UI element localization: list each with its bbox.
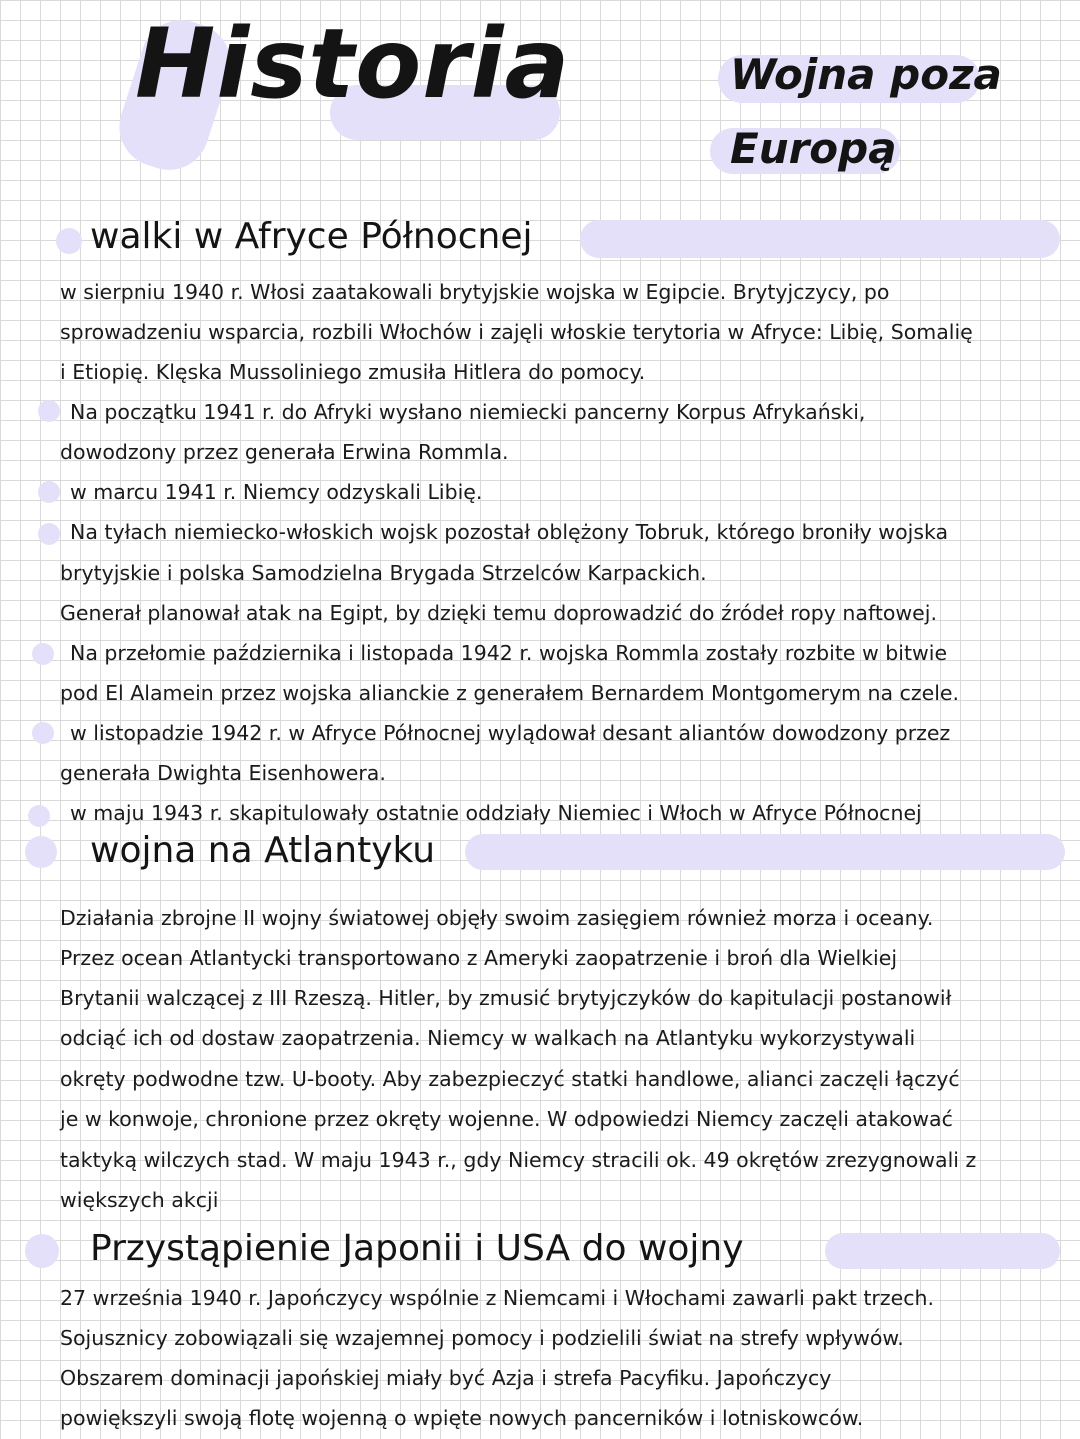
- text-line: Na tyłach niemiecko-włoskich wojsk pozostał oblężony Tobruk, którego broniły wojska: [70, 520, 949, 544]
- text-line: Sojusznicy zobowiązali się wzajemnej pomocy i podzielili świat na strefy wpływów.: [60, 1326, 904, 1350]
- heading-highlight-japan: [825, 1233, 1060, 1269]
- bullet-dot: [25, 1234, 59, 1268]
- bullet-dot: [38, 400, 60, 422]
- text-line: sprowadzeniu wsparcia, rozbili Włochów i zajęli włoskie terytoria w Afryce: Libię, Somalię: [60, 320, 973, 344]
- text-line: powiększyli swoją flotę wojenną o wpięte nowych pancerników i lotniskowców.: [60, 1406, 864, 1430]
- bullet-dot: [25, 836, 57, 868]
- page-subtitle-line1: Wojna poza: [730, 50, 1002, 99]
- page-title: Historia: [135, 8, 571, 120]
- text-line: generała Dwighta Eisenhowera.: [60, 761, 386, 785]
- text-line: w marcu 1941 r. Niemcy odzyskali Libię.: [70, 480, 483, 504]
- text-line: okręty podwodne tzw. U-booty. Aby zabezpieczyć statki handlowe, alianci zaczęli łączyć: [60, 1067, 960, 1091]
- text-line: w maju 1943 r. skapitulowały ostatnie oddziały Niemiec i Włoch w Afryce Północnej: [70, 801, 922, 825]
- text-line: 27 września 1940 r. Japończycy wspólnie z Niemcami i Włochami zawarli pakt trzech.: [60, 1286, 935, 1310]
- text-line: w sierpniu 1940 r. Włosi zaatakowali brytyjskie wojska w Egipcie. Brytyjczycy, po: [60, 280, 890, 304]
- bullet-dot: [28, 805, 50, 827]
- section-heading-atlantic: wojna na Atlantyku: [90, 830, 436, 871]
- bullet-dot: [38, 481, 60, 503]
- text-line: Na początku 1941 r. do Afryki wysłano niemiecki pancerny Korpus Afrykański,: [70, 400, 866, 424]
- text-line: odciąć ich od dostaw zaopatrzenia. Niemcy w walkach na Atlantyku wykorzystywali: [60, 1026, 916, 1050]
- text-line: je w konwoje, chronione przez okręty wojenne. W odpowiedzi Niemcy zaczęli atakować: [60, 1107, 953, 1131]
- text-line: taktyką wilczych stad. W maju 1943 r., gdy Niemcy stracili ok. 49 okrętów zrezygnowali z: [60, 1148, 977, 1172]
- bullet-dot: [32, 722, 54, 744]
- heading-highlight-africa: [580, 220, 1060, 258]
- heading-highlight-atlantic: [465, 834, 1065, 870]
- text-line: pod El Alamein przez wojska alianckie z generałem Bernardem Montgomerym na czele.: [60, 681, 960, 705]
- text-line: w listopadzie 1942 r. w Afryce Północnej wylądował desant aliantów dowodzony przez: [70, 721, 951, 745]
- text-line: większych akcji: [60, 1188, 219, 1212]
- section-heading-africa: walki w Afryce Północnej: [90, 216, 533, 257]
- text-line: Na przełomie października i listopada 1942 r. wojska Rommla zostały rozbite w bitwie: [70, 641, 948, 665]
- text-line: i Etiopię. Klęska Mussoliniego zmusiła Hitlera do pomocy.: [60, 360, 646, 384]
- section-heading-japan: Przystąpienie Japonii i USA do wojny: [90, 1228, 744, 1269]
- text-line: Działania zbrojne II wojny światowej objęły swoim zasięgiem również morza i oceany.: [60, 906, 934, 930]
- bullet-dot: [56, 228, 82, 254]
- bullet-dot: [32, 643, 54, 665]
- text-line: Brytanii walczącej z III Rzeszą. Hitler, by zmusić brytyjczyków do kapitulacji postanowił: [60, 986, 952, 1010]
- bullet-dot: [38, 523, 60, 545]
- text-line: brytyjskie i polska Samodzielna Brygada Strzelców Karpackich.: [60, 561, 707, 585]
- page-subtitle-line2: Europą: [730, 124, 897, 173]
- text-line: dowodzony przez generała Erwina Rommla.: [60, 440, 509, 464]
- text-line: Obszarem dominacji japońskiej miały być Azja i strefa Pacyfiku. Japończycy: [60, 1366, 832, 1390]
- text-line: Przez ocean Atlantycki transportowano z Ameryki zaopatrzenie i broń dla Wielkiej: [60, 946, 898, 970]
- text-line: Generał planował atak na Egipt, by dzięki temu doprowadzić do źródeł ropy naftowej.: [60, 601, 937, 625]
